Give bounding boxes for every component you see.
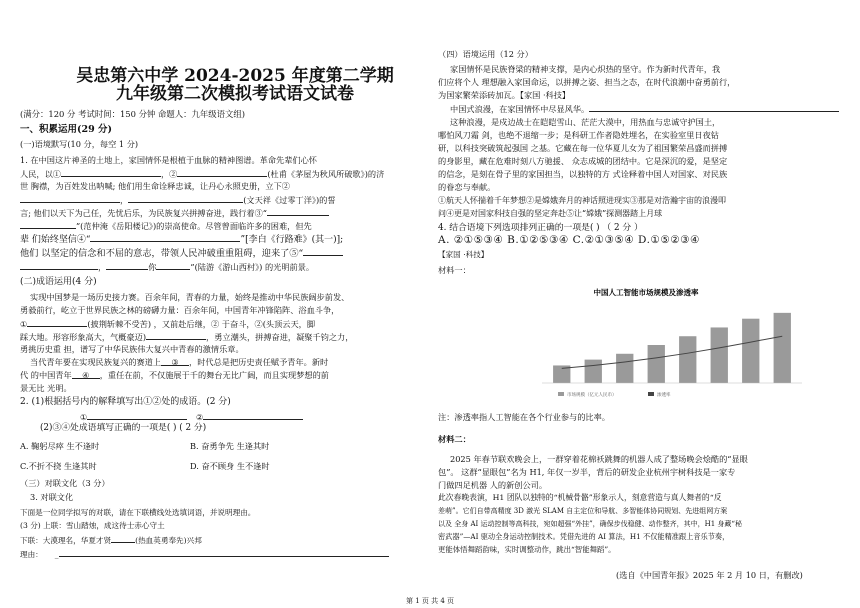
blank-8[interactable] xyxy=(303,246,343,256)
ai-market-chart xyxy=(458,283,834,403)
q4-line: 这种浪漫，是戍边战士在皑皑雪山、茫茫大漠中，用热血与忠诚守护国土， xyxy=(450,117,721,127)
blank-1[interactable] xyxy=(61,167,161,177)
q4-line: 的信念，是刻在骨子里的家国担当，以独特的方 式诠释着中国人对国家、对民族 xyxy=(438,169,728,179)
couplet-blank[interactable] xyxy=(111,533,135,543)
chart-bar xyxy=(648,345,665,383)
q4-text: 中国式浪漫，在家国情怀中尽显风华。 xyxy=(450,104,590,114)
q3-heading: （三）对联文化（3 分） xyxy=(20,478,110,488)
blank-10[interactable] xyxy=(106,260,148,270)
exam-title-line1: 吴忠第六中学 2024-2025 年度第二学期 xyxy=(76,66,394,86)
q4-line: 为国家繁荣添砖加瓦。【家国 ·科技】 xyxy=(438,90,571,100)
q4-heading: （四）语境运用（12 分） xyxy=(438,49,533,59)
q2-text: ，勇立潮头，拼搏奋进，凝聚千钧之力， xyxy=(206,332,354,342)
blank-2[interactable] xyxy=(177,167,267,177)
q3-line-blank xyxy=(20,533,202,547)
q1-text: 你 xyxy=(148,262,157,272)
blank-12[interactable] xyxy=(27,317,87,327)
q4-sub: 4. 结合语境下列选项排列正确的一项是( ) （ 2 分 ） xyxy=(438,223,643,233)
q2-line-blanks xyxy=(20,317,315,330)
chart-legend xyxy=(558,391,671,398)
q1-text: 辈 们始终坚信④“ xyxy=(20,235,91,245)
q2-sub2: (2)③④处成语填写正确的一项是( ) ( 2 分) xyxy=(40,423,207,433)
chart-bars xyxy=(542,313,802,383)
chart-title: 中国人工智能市场规模及渗透率 xyxy=(593,288,699,297)
q1-text: 言; 他们以天下为己任，先忧后乐，为民族复兴拼搏奋进，践行着③“ xyxy=(20,208,267,218)
blank-6[interactable] xyxy=(20,219,76,229)
q4-line: 家国情怀是民族脊梁的精神支撑，是内心炽热的坚守。作为新时代青年，我 xyxy=(450,64,721,74)
q1-line-blanks xyxy=(20,260,314,273)
q2-text: ② 于奋斗，②(头顶云天，脚 xyxy=(210,319,316,329)
legend-label: 市场规模（亿元人民币） xyxy=(567,393,617,398)
chart-bar xyxy=(585,360,602,383)
m2-line: 此次春晚表演，H1 团队以独特的“机械骨骼”形象示人，刻意营造与真人舞者的“反 xyxy=(438,493,722,502)
q4-line: ①航天人怀揣着千年梦想②是嫦娥奔月的神话照进现实③那是对浩瀚宇宙的浪漫叩 xyxy=(438,196,726,205)
q2-text: ① xyxy=(20,319,28,329)
answer-label-2: ② xyxy=(195,412,204,422)
q2-heading: (二)成语运用(4 分) xyxy=(20,277,97,287)
m2-line: 门做四足机器 人的新创公司。 xyxy=(438,480,548,490)
q1-line-blanks: ， (文天祥《过零丁洋》)的誓 xyxy=(20,193,336,206)
q3-text: 下联：大漠理名，华夏才贤 xyxy=(20,536,112,545)
m2-line: 更能体悟舞蹈韵味，实时调整动作，跳出“智能舞蹈”。 xyxy=(438,545,616,554)
option-c[interactable]: C.不折不挠 生逢其时 xyxy=(20,461,97,471)
q1-line-blanks xyxy=(20,167,384,180)
q2-text: ，重任在前，不仅施展于千的舞台无比广阔，而且实现梦想的前 xyxy=(99,370,329,380)
legend-swatch xyxy=(648,392,654,396)
q4-blank[interactable] xyxy=(589,102,839,112)
q1-line-blanks xyxy=(20,232,343,246)
q2-sub1: 2. (1)根据括号内的解释填写出①②处的成语。(2 分) xyxy=(20,397,231,407)
page-footer: 第 1 页 共 4 页 xyxy=(405,597,455,605)
topic-tag: 【家国 ·科技】 xyxy=(438,250,489,259)
exam-info: (满分：120 分 考试时间：150 分钟 命题人：九年级语文组) xyxy=(20,109,246,119)
q1-text: ，② xyxy=(160,169,178,179)
answer-blank-1[interactable] xyxy=(87,410,187,420)
q1-line: 世 胸襟，为百姓发出呐喊; 他们用生命诠释忠诚，让丹心永照史册，立下② xyxy=(20,181,290,191)
q2-text: 代 的中国青年 xyxy=(20,370,72,380)
blank-5[interactable] xyxy=(267,206,329,216)
option-b[interactable]: B. 奋勇争先 生逢其时 xyxy=(190,441,270,451)
q1-heading: (一)语境默写(10 分，每空 1 分) xyxy=(20,139,139,149)
q2-line-blanks xyxy=(20,369,329,381)
chart-bar xyxy=(774,313,791,383)
q1-text: ”(陆游《游山西村》) 的光明前景。 xyxy=(190,262,315,272)
q1-line-blanks xyxy=(20,206,329,219)
blank-11[interactable] xyxy=(156,260,190,270)
q4-line: 问④更是对国家科技自强的坚定奔赴⑤让“嫦娥”探测器踏上月球 xyxy=(438,209,663,218)
q1-text: 他们 以坚定的信念和不屈的意志，带领人民冲破重重阻碍，迎来了⑤“ xyxy=(20,248,304,259)
q2-line: 勇毅前行，屹立于世界民族之林的磅礴力量：百余年间，中国青年冲锋陷阵、浴血斗争， xyxy=(20,305,340,315)
q2-text: (披荆斩棘不受苦) ，又前赴后继， xyxy=(87,319,211,329)
blank-9[interactable] xyxy=(20,260,98,270)
chart-note: 注：渗透率指人工智能在各个行业参与的比率。 xyxy=(438,412,610,422)
blank-3[interactable] xyxy=(20,193,120,203)
q4-line: 哪怕风刀霜 剑，也绝不退缩一步；是科研工作者隐姓埋名，在实验室里日夜钻 xyxy=(438,130,719,140)
blank-13[interactable] xyxy=(146,330,206,340)
m2-line: 2025 年春节联欢晚会上，一群穿着花棉袄跳舞的机器人成了整场晚会烩酷的“显眼 xyxy=(450,454,748,464)
q4-options[interactable]: A. ②①⑤③④ B.①②⑤③④ C.②①③⑤④ D.①⑤②③④ xyxy=(438,234,700,246)
q4-line-blank xyxy=(450,102,839,115)
q2-text: 踩大地。形容形象高大，气概豪迈) xyxy=(20,332,147,342)
q2-line-blanks xyxy=(30,356,328,368)
q1-text: (杜甫《茅屋为秋风所破歌》)的济 xyxy=(267,169,385,179)
material-1-label: 材料一： xyxy=(438,265,471,275)
reason-label: 理由： xyxy=(20,550,43,559)
blank-7[interactable] xyxy=(90,232,240,242)
blank-15[interactable] xyxy=(72,369,100,379)
section-heading-1: 一、积累运用(29 分) xyxy=(20,124,113,135)
m2-line: 包”。 这群“显眼包”名为 H1, 年仅一岁半，背后的研发企业杭州宇树科技是一家专 xyxy=(438,467,736,477)
q1-line-blanks xyxy=(20,219,312,232)
q1-line-blanks xyxy=(20,246,343,260)
q2-text: ，时代总是把历史责任赋予青年。新时 xyxy=(189,357,329,367)
q1-text: ， xyxy=(98,262,107,272)
q3-line: 下面是一位同学拟写的对联，请在下联横线处选填词语，并说明理由。 xyxy=(20,508,256,517)
blank-14[interactable] xyxy=(161,356,189,366)
chart-bar xyxy=(616,354,633,383)
q1-line: 1. 在中国这片神圣的土地上，家国情怀是根植于血脉的精神图谱。革命先辈们心怀 xyxy=(20,155,317,165)
q4-line: 们应将个人 理想融入家国命运，以拼搏之姿、担当之态，在时代浪潮中奋勇前行， xyxy=(438,77,736,87)
reason-mark: _ xyxy=(54,550,59,559)
m2-line: 密武器”—AI 驱动全身运动控制技术。凭借先进的 AI 算法，H1 不仅能精准跟上音乐节奏， xyxy=(438,532,730,541)
material-2-label: 材料二： xyxy=(438,434,471,444)
reason-blank[interactable] xyxy=(59,547,389,557)
chart-bar xyxy=(679,336,696,383)
q4-line: 的眷恋与奉献。 xyxy=(438,182,496,192)
q4-line: 研，以科技突破筑起强国 之基。它藏在每一位华夏儿女为了祖国繁荣昌盛而拼搏 xyxy=(438,143,728,153)
q2-line-blanks xyxy=(20,330,353,343)
q1-text: 人民，以① xyxy=(20,169,61,179)
m2-source: (选自《中国青年报》2025 年 2 月 10 日，有删改) xyxy=(616,570,803,580)
q1-text: (文天祥《过零丁洋》)的誓 xyxy=(243,195,336,205)
blank-4[interactable] xyxy=(128,193,243,203)
option-a[interactable]: A. 鞠躬尽瘁 生不逢时 xyxy=(20,441,100,451)
option-d[interactable]: D. 奋不顾身 生不逢时 xyxy=(190,461,270,471)
chart-bar xyxy=(711,327,728,383)
q2-line: 景无比 光明。 xyxy=(20,383,72,393)
q4-line: 的身影里，藏在危难时刻八方驰援、 众志成城的团结中。它是深沉的爱，是坚定 xyxy=(438,156,728,166)
legend-swatch xyxy=(558,392,564,396)
q2-text: 当代青年要在实现民族复兴的赛道上 xyxy=(30,357,162,367)
q2-line: 勇挑历史重 担，谱写了中华民族伟大复兴中青春的激情乐章。 xyxy=(20,344,244,354)
q3-line: (3 分) 上联：雪山踏烛，成这待士赤心守土 xyxy=(20,521,165,530)
q1-text: ”[李白《行路难》(其一)]; xyxy=(240,235,344,245)
answer-blank-2[interactable] xyxy=(203,410,303,420)
answer-label-1: ① xyxy=(80,412,88,422)
blank-15-marker: ④ xyxy=(82,370,90,380)
chart-bar xyxy=(742,319,759,383)
exam-title-line2: 九年级第二次模拟考试语文试卷 xyxy=(116,84,354,104)
q3-reason xyxy=(20,547,389,561)
blank-14-marker: ③ xyxy=(171,357,179,367)
q3-text: (热血英勇奉先)兴邦 xyxy=(135,536,202,545)
m2-line: 差萌”。它们自带高精度 3D 激光 SLAM 自主定位和导航、多智能体协同规划、先进组网方案 xyxy=(438,507,728,515)
q3-title: 3. 对联文化 xyxy=(30,492,74,502)
q2-line: 实现中国梦是一场历史接力赛。百余年间，青春的力量，始终是推动中华民族阔步前发、 xyxy=(30,292,350,302)
q1-text: ”(范仲淹《岳阳楼记》)的崇高使命。尽管曾面临许多的困难，但先 xyxy=(76,221,312,231)
legend-label: 渗透率 xyxy=(657,393,671,398)
m2-line: 以及 全身 AI 运动控制等高科技，宛如超强“外挂”，确保步伐稳健、动作整齐，其中，H1 身藏“秘 xyxy=(438,520,743,528)
